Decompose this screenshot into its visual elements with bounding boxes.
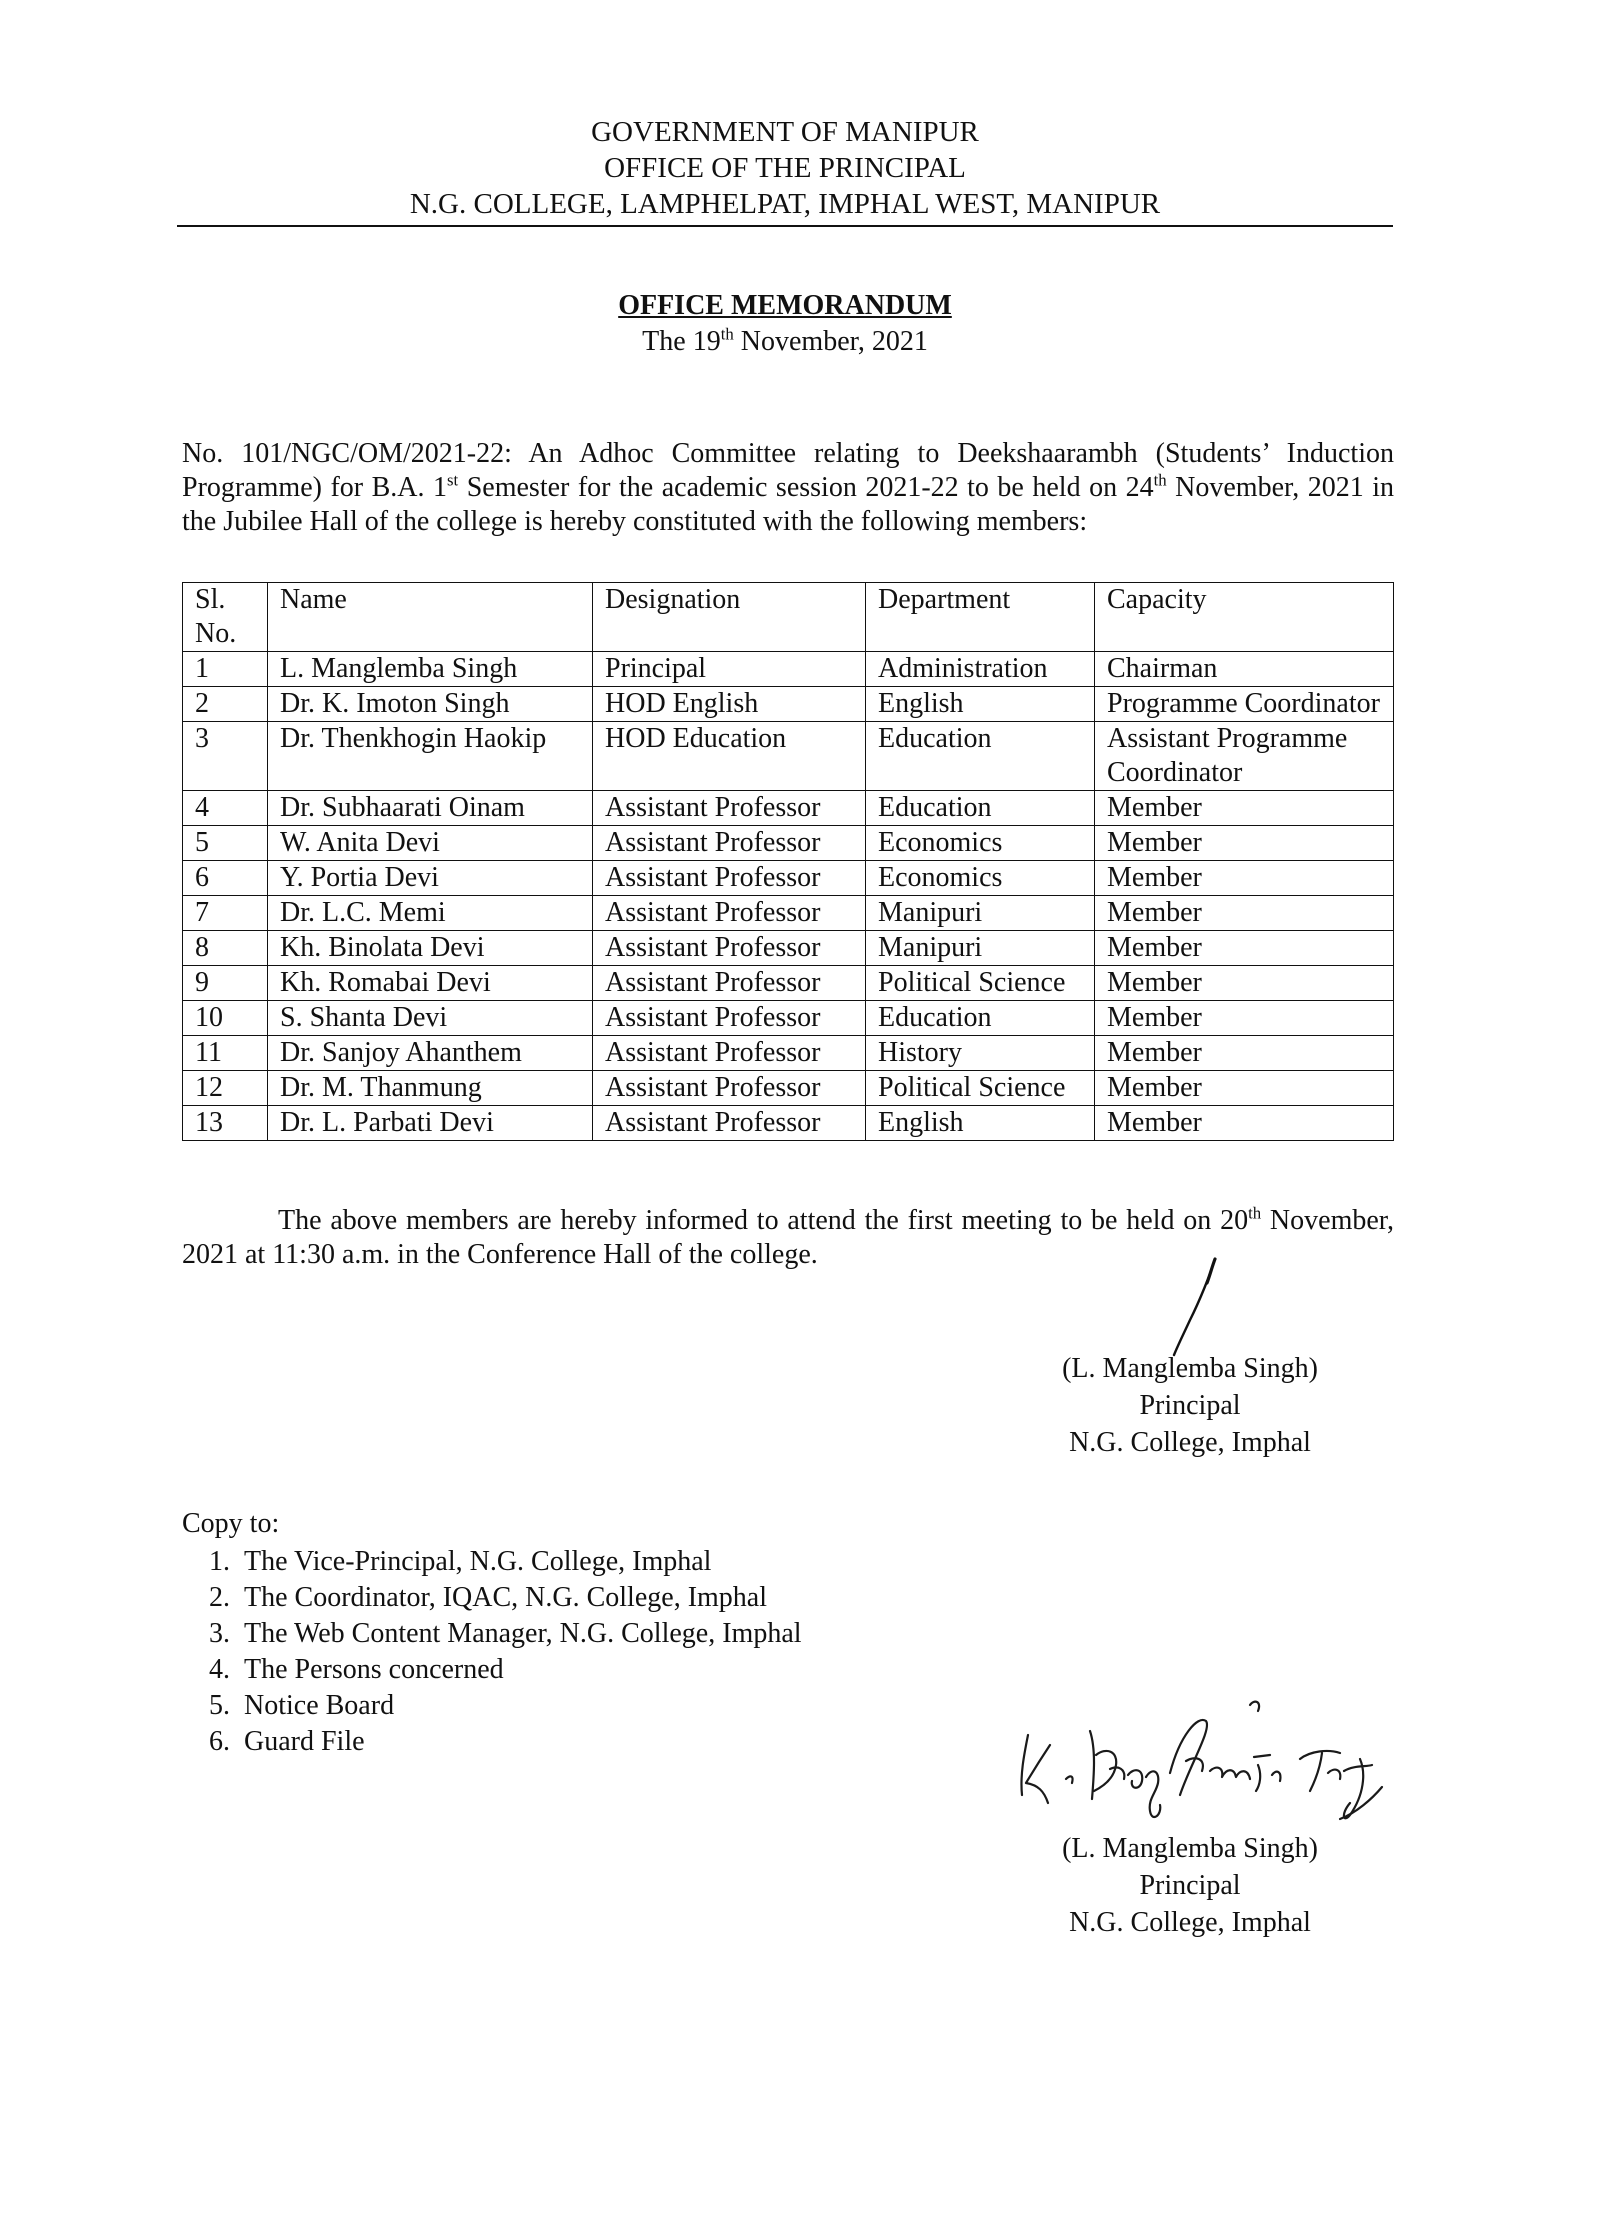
list-item [182,1616,1082,1652]
cell-sl-no: 13 [183,1106,268,1141]
cell-sl-no: 6 [183,861,268,896]
header-name: Name [268,583,593,652]
cell-capacity: Assistant Programme Coordinator [1095,722,1394,791]
signatory-org-1: N.G. College, Imphal [1069,1427,1311,1458]
cell-capacity: Member [1095,1036,1394,1071]
signatory-org-2: N.G. College, Imphal [1069,1907,1311,1938]
meeting-part1: The above members are hereby informed to attend the first meeting to be held on 20 [278,1205,1249,1236]
table-row [183,896,1394,931]
header-government: GOVERNMENT OF MANIPUR [591,116,979,148]
table-row [183,1001,1394,1036]
list-item-number: 3. [209,1618,230,1649]
cell-capacity: Member [1095,791,1394,826]
cell-department: Education [866,1001,1095,1036]
members-table [182,582,1394,1141]
cell-department: English [866,687,1095,722]
cell-designation: Assistant Professor [593,791,866,826]
table-row [183,966,1394,1001]
date-prefix: The 19 [642,326,721,357]
cell-department: Political Science [866,966,1095,1001]
intro-paragraph [182,437,1394,539]
intro-part1: No. 101/NGC/OM/2021-22: An Adhoc Committee relating to Deekshaarambh (Students’ Induction Programme) for B.A. 1 [182,438,1394,503]
table-row [183,722,1394,791]
header-sl-no: Sl. No. [183,583,268,652]
header-office: OFFICE OF THE PRINCIPAL [604,152,966,184]
table-row [183,1071,1394,1106]
cell-capacity: Member [1095,931,1394,966]
list-item-number: 2. [209,1582,230,1613]
header-rule [177,225,1393,227]
cell-designation: Assistant Professor [593,1071,866,1106]
cell-name: Dr. M. Thanmung [268,1071,593,1106]
cell-sl-no: 10 [183,1001,268,1036]
cell-sl-no: 12 [183,1071,268,1106]
header-department: Department [866,583,1095,652]
cell-capacity: Chairman [1095,652,1394,687]
meeting-part2: November, 2021 at 11:30 a.m. in the Conference Hall of the college. [182,1205,1394,1270]
members-table-body [183,652,1394,1141]
list-item-number: 6. [209,1726,230,1757]
signature-mark [1160,1255,1230,1365]
cell-sl-no: 7 [183,896,268,931]
cell-designation: Assistant Professor [593,966,866,1001]
cell-department: History [866,1036,1095,1071]
signatory-title-1: Principal [1139,1390,1241,1421]
meeting-sup: th [1248,1203,1262,1223]
cell-designation: HOD Education [593,722,866,791]
cell-designation: Assistant Professor [593,896,866,931]
date-suffix: November, 2021 [733,326,928,357]
list-item-number: 4. [209,1654,230,1685]
list-item [182,1544,1082,1580]
cell-name: Dr. Thenkhogin Haokip [268,722,593,791]
table-row [183,1106,1394,1141]
intro-sup2: th [1153,470,1167,490]
copy-to-label: Copy to: [182,1508,280,1539]
cell-designation: Principal [593,652,866,687]
cell-sl-no: 8 [183,931,268,966]
list-item [182,1724,1082,1760]
signature-block-1 [1040,1350,1340,1461]
cell-name: Dr. Subhaarati Oinam [268,791,593,826]
cell-department: Economics [866,861,1095,896]
signatory-title-2: Principal [1139,1870,1241,1901]
cell-sl-no: 3 [183,722,268,791]
cell-department: Political Science [866,1071,1095,1106]
cell-department: Manipuri [866,931,1095,966]
cell-sl-no: 1 [183,652,268,687]
list-item-text: The Persons concerned [244,1654,504,1685]
list-item [182,1688,1082,1724]
signature-block-2 [1040,1830,1340,1941]
cell-name: Dr. K. Imoton Singh [268,687,593,722]
cell-sl-no: 9 [183,966,268,1001]
cell-capacity: Member [1095,1001,1394,1036]
signatory-name-1: (L. Manglemba Singh) [1062,1353,1318,1384]
cell-name: L. Manglemba Singh [268,652,593,687]
cell-capacity: Member [1095,861,1394,896]
cell-department: Education [866,722,1095,791]
table-row [183,652,1394,687]
list-item [182,1580,1082,1616]
cell-department: Administration [866,652,1095,687]
handwritten-signature [1010,1695,1410,1835]
table-row [183,1036,1394,1071]
cell-capacity: Member [1095,896,1394,931]
cell-designation: HOD English [593,687,866,722]
table-row [183,687,1394,722]
cell-department: English [866,1106,1095,1141]
header-capacity: Capacity [1095,583,1394,652]
cell-capacity: Programme Coordinator [1095,687,1394,722]
cell-department: Education [866,791,1095,826]
cell-name: Kh. Binolata Devi [268,931,593,966]
signatory-name-2: (L. Manglemba Singh) [1062,1833,1318,1864]
header-designation: Designation [593,583,866,652]
list-item-number: 5. [209,1690,230,1721]
header-college: N.G. COLLEGE, LAMPHELPAT, IMPHAL WEST, MANIPUR [409,188,1161,220]
table-row [183,791,1394,826]
list-item-text: The Coordinator, IQAC, N.G. College, Imphal [244,1582,768,1613]
cell-name: Dr. L.C. Memi [268,896,593,931]
list-item-text: The Web Content Manager, N.G. College, Imphal [244,1618,802,1649]
cell-sl-no: 11 [183,1036,268,1071]
cell-capacity: Member [1095,826,1394,861]
cell-name: Dr. Sanjoy Ahanthem [268,1036,593,1071]
cell-department: Manipuri [866,896,1095,931]
cell-designation: Assistant Professor [593,1106,866,1141]
table-header-row [183,583,1394,652]
cell-name: Y. Portia Devi [268,861,593,896]
cell-department: Economics [866,826,1095,861]
table-row [183,931,1394,966]
cell-designation: Assistant Professor [593,931,866,966]
list-item-text: The Vice-Principal, N.G. College, Imphal [244,1546,712,1577]
intro-sup1: st [447,470,459,490]
list-item-text: Guard File [244,1726,365,1757]
cell-capacity: Member [1095,966,1394,1001]
intro-part2: Semester for the academic session 2021-22 to be held on 24 [458,472,1154,503]
table-row [183,861,1394,896]
cell-name: Kh. Romabai Devi [268,966,593,1001]
list-item-number: 1. [209,1546,230,1577]
cell-designation: Assistant Professor [593,826,866,861]
copy-to-list [182,1544,1082,1760]
cell-designation: Assistant Professor [593,1001,866,1036]
list-item [182,1652,1082,1688]
cell-designation: Assistant Professor [593,1036,866,1071]
intro-part3: November, 2021 in the Jubilee Hall of the college is hereby constituted with the following members: [182,472,1394,537]
date-sup: th [720,324,734,344]
cell-name: Dr. L. Parbati Devi [268,1106,593,1141]
memo-date [0,326,1570,358]
cell-name: S. Shanta Devi [268,1001,593,1036]
cell-designation: Assistant Professor [593,861,866,896]
cell-capacity: Member [1095,1106,1394,1141]
list-item-text: Notice Board [244,1690,395,1721]
cell-capacity: Member [1095,1071,1394,1106]
cell-name: W. Anita Devi [268,826,593,861]
table-row [183,826,1394,861]
cell-sl-no: 2 [183,687,268,722]
cell-sl-no: 4 [183,791,268,826]
cell-sl-no: 5 [183,826,268,861]
memo-title: OFFICE MEMORANDUM [618,290,952,321]
